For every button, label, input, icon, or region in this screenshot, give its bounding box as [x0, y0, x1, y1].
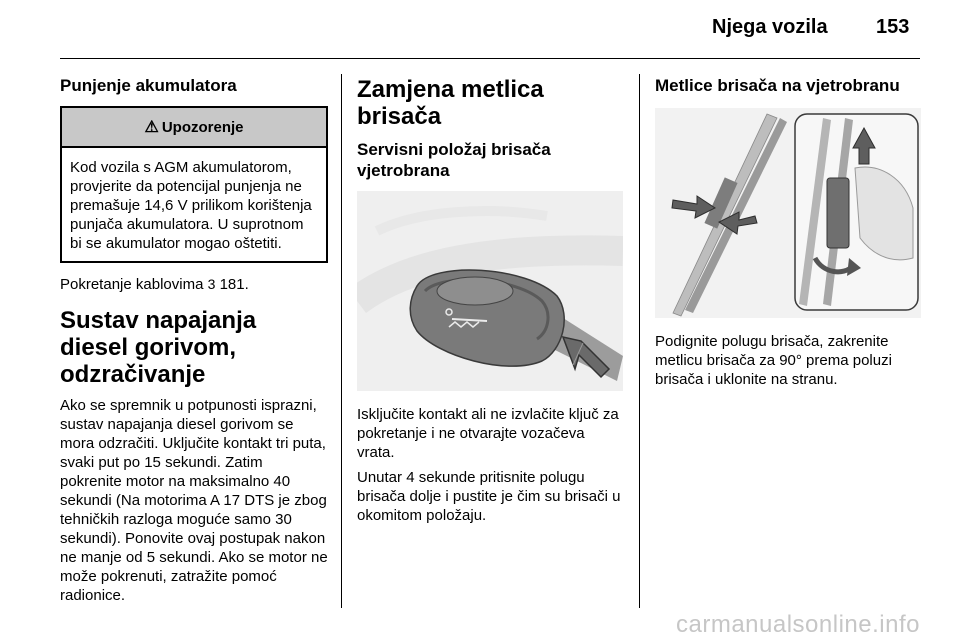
warning-text: Kod vozila s AGM akumulatorom, provjerite da potencijal punjenja ne premašuje 14,6 V prilikom korištenja punjača akumulatora. U suprotnom bi se akumulator mogao oštetiti.	[70, 159, 312, 252]
blade-instruction: Podignite polugu brisača, zakrenite metlicu brisača za 90° prema poluzi brisača i uklonite na stranu.	[655, 333, 892, 388]
watermark: carmanualsonline.info	[676, 611, 920, 638]
column-divider	[341, 74, 342, 608]
wiper-lever-illustration	[357, 191, 623, 391]
warning-box	[60, 106, 328, 263]
warning-title: Upozorenje	[161, 118, 244, 136]
jump-start-text: Pokretanje kablovima	[60, 276, 204, 293]
header-rule	[60, 58, 920, 59]
windscreen-blades-heading: Metlice brisača na vjetrobranu	[655, 76, 900, 95]
column-left	[60, 76, 328, 605]
jump-start-page: 181.	[219, 276, 249, 293]
warning-header	[62, 108, 326, 148]
wiper-lever-drawing	[357, 191, 623, 391]
wiper-blade-illustration	[655, 108, 921, 318]
service-position-heading: Servisni položaj brisača vjetrobrana	[357, 140, 551, 180]
wiper-blade-drawing	[655, 108, 921, 318]
column-middle	[357, 76, 623, 525]
ignition-instruction: Isključite kontakt ali ne izvlačite ključ za pokretanje i ne otvarajte vozačeva vrata.	[357, 406, 619, 461]
lever-instruction: Unutar 4 sekunde pritisnite polugu brisača dolje i pustite je čim su brisači u okomitom položaju.	[357, 469, 621, 524]
page-reference-icon: 3	[207, 276, 216, 292]
column-divider	[639, 74, 640, 608]
diesel-section-heading: Sustav napajanja diesel gorivom, odzračivanje	[60, 307, 257, 388]
wiper-replacement-heading: Zamjena metlica brisača	[357, 76, 544, 130]
jump-start-reference	[60, 275, 328, 294]
battery-charging-heading: Punjenje akumulatora	[60, 76, 237, 95]
page-section-title: Njega vozila	[712, 16, 828, 38]
diesel-section-body: Ako se spremnik u potpunosti isprazni, sustav napajanja diesel gorivom se mora odzračiti. Uključite kontakt tri puta, svaki put po 15 sekundi. Zatim pokrenite motor na maksimalno 40 sekundi (Na motorima A 17 DTS je zbog tehničkih razloga moguće samo 30 sekundi). Ponovite ovaj postupak nakon ne manje od 5 sekundi. Ako se motor ne može pokrenuti, zatražite pomoć radionice.	[60, 397, 328, 604]
page-number: 153	[876, 16, 910, 38]
column-right	[655, 76, 921, 389]
warning-triangle-icon: ⚠	[144, 119, 159, 136]
